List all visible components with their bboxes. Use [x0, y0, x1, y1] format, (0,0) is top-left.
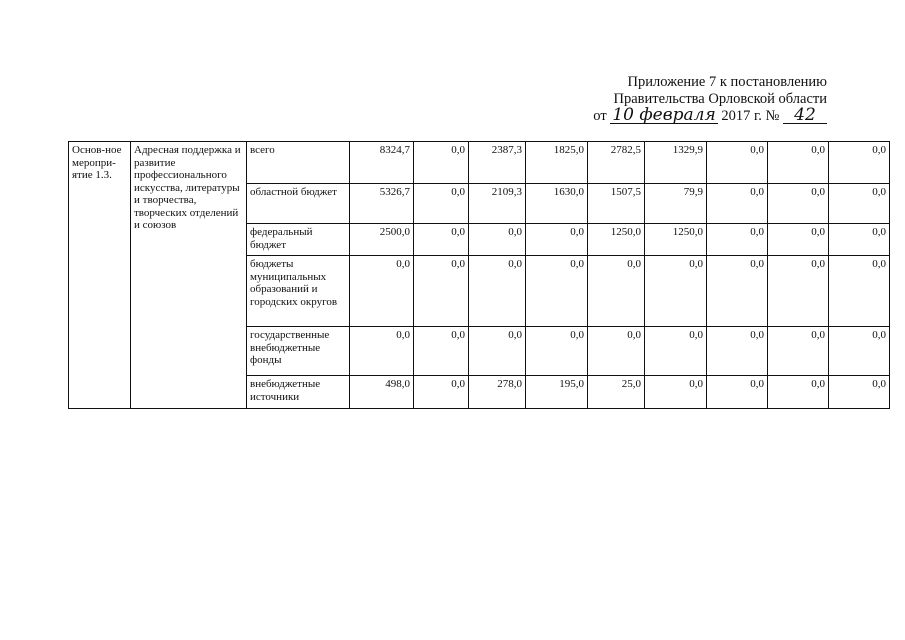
amount-cell: 25,0 [588, 376, 645, 409]
amount-cell: 0,0 [645, 256, 707, 327]
amount-cell: 195,0 [526, 376, 588, 409]
amount-cell: 0,0 [707, 327, 768, 376]
event-label: Основ-ное меропри-ятие 1.3. [69, 142, 131, 409]
amount-cell: 0,0 [350, 256, 414, 327]
amount-cell: 0,0 [414, 376, 469, 409]
funding-source: государственные внебюджетные фонды [247, 327, 350, 376]
amount-cell: 1507,5 [588, 184, 645, 224]
amount-cell: 0,0 [707, 142, 768, 184]
funding-source: областной бюджет [247, 184, 350, 224]
amount-cell: 0,0 [829, 224, 890, 256]
amount-cell: 0,0 [469, 256, 526, 327]
table-row [69, 142, 890, 184]
event-description: Адресная поддержка и развитие профессионального искусства, литературы и творчества, творческих отделений и союзов [131, 142, 247, 409]
amount-cell: 1250,0 [588, 224, 645, 256]
amount-cell: 0,0 [526, 327, 588, 376]
amount-cell: 5326,7 [350, 184, 414, 224]
handwritten-number: 42 [783, 108, 827, 124]
amount-cell: 1250,0 [645, 224, 707, 256]
appendix-government: Правительства Орловской области [613, 91, 827, 107]
amount-cell: 0,0 [414, 142, 469, 184]
amount-cell: 8324,7 [350, 142, 414, 184]
amount-cell: 0,0 [469, 327, 526, 376]
amount-cell: 0,0 [829, 256, 890, 327]
amount-cell: 0,0 [588, 327, 645, 376]
amount-cell: 2387,3 [469, 142, 526, 184]
amount-cell: 278,0 [469, 376, 526, 409]
amount-cell: 0,0 [414, 327, 469, 376]
amount-cell: 2109,3 [469, 184, 526, 224]
year-label: 2017 г. № [721, 108, 780, 124]
amount-cell: 0,0 [829, 184, 890, 224]
amount-cell: 0,0 [645, 376, 707, 409]
amount-cell: 0,0 [768, 327, 829, 376]
amount-cell: 0,0 [768, 142, 829, 184]
handwritten-date: 10 февраля [612, 105, 716, 125]
amount-cell: 0,0 [768, 184, 829, 224]
from-label: от [593, 108, 607, 124]
amount-cell: 0,0 [588, 256, 645, 327]
amount-cell: 0,0 [414, 224, 469, 256]
amount-cell: 0,0 [469, 224, 526, 256]
amount-cell: 0,0 [645, 327, 707, 376]
amount-cell: 0,0 [768, 376, 829, 409]
funding-source: бюджеты муниципальных образований и городских округов [247, 256, 350, 327]
amount-cell: 1825,0 [526, 142, 588, 184]
amount-cell: 498,0 [350, 376, 414, 409]
amount-cell: 0,0 [829, 142, 890, 184]
amount-cell: 0,0 [829, 376, 890, 409]
amount-cell: 0,0 [768, 256, 829, 327]
funding-source: всего [247, 142, 350, 184]
amount-cell: 1329,9 [645, 142, 707, 184]
funding-source: внебюджетные источники [247, 376, 350, 409]
appendix-date-line [593, 105, 827, 125]
amount-cell: 0,0 [768, 224, 829, 256]
amount-cell: 0,0 [526, 224, 588, 256]
amount-cell: 79,9 [645, 184, 707, 224]
amount-cell: 0,0 [414, 256, 469, 327]
amount-cell: 0,0 [829, 327, 890, 376]
funding-table [68, 141, 890, 409]
appendix-title: Приложение 7 к постановлению [627, 74, 827, 90]
amount-cell: 0,0 [707, 224, 768, 256]
amount-cell: 0,0 [414, 184, 469, 224]
appendix-header [593, 74, 827, 125]
amount-cell: 0,0 [707, 256, 768, 327]
amount-cell: 2782,5 [588, 142, 645, 184]
amount-cell: 0,0 [707, 184, 768, 224]
funding-source: федеральный бюджет [247, 224, 350, 256]
amount-cell: 0,0 [350, 327, 414, 376]
amount-cell: 0,0 [707, 376, 768, 409]
amount-cell: 1630,0 [526, 184, 588, 224]
amount-cell: 0,0 [526, 256, 588, 327]
amount-cell: 2500,0 [350, 224, 414, 256]
